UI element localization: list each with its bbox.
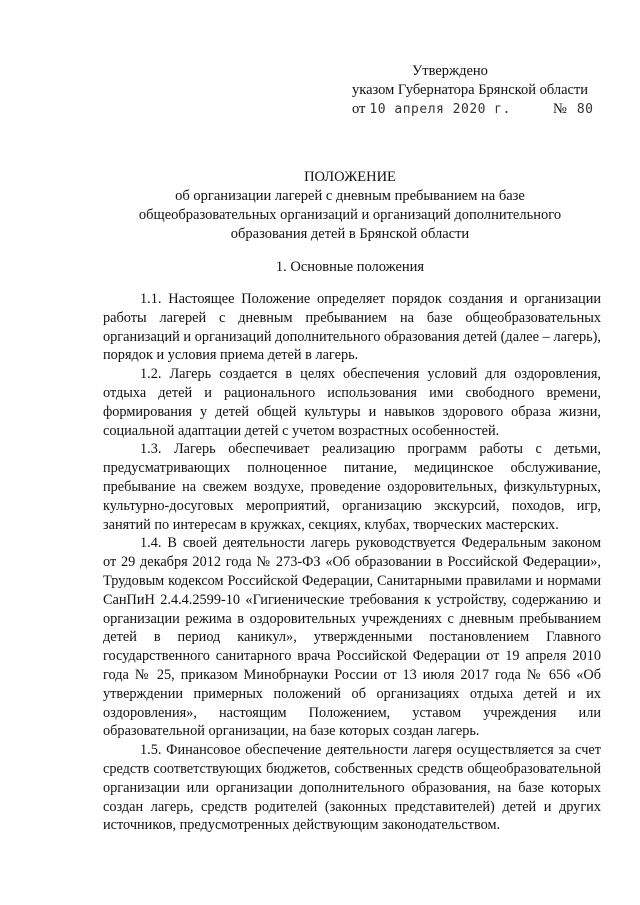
- approval-heading: Утверждено: [412, 63, 488, 79]
- paragraph-1-3: 1.3. Лагерь обеспечивает реализацию программ работы с детьми, предусматривающих полноценное питание, медицинское обслуживание, пребывание на свежем воздухе, проведение оздоровительных, физкультурных, культурно-досуговых мероприятий, организацию экскурсий, походов, игр, занятий по интересам в кружках, секциях, клубах, творческих мастерских.: [103, 441, 601, 533]
- paragraph-1-5: 1.5. Финансовое обеспечение деятельности лагеря осуществляется за счет средств соответствующих бюджетов, собственных средств общеобразовательной организации или организации дополнительного образования, на базе которых создан лагерь, средств родителей (законных представителей) детей и других источников, предусмотренных действующим законодательством.: [103, 742, 601, 834]
- paragraph-1-4: 1.4. В своей деятельности лагерь руководствуется Федеральным законом от 29 декабря 2012 года № 273-ФЗ «Об образовании в Российской Федерации», Трудовым кодексом Российской Федерации, Санитарными правилами и нормами СанПиН 2.4.4.2599-10 «Гигиенические требования к устройству, содержанию и организации режима в оздоровительных учреждениях с дневным пребыванием детей в период каникул», утвержденными постановлением Главного государственного санитарного врача Российской Федерации от 19 апреля 2010 года № 25, приказом Минобрнауки России от 13 июля 2017 года № 656 «Об утверждении примерных положений об организациях отдыха детей и их оздоровления», настоящим Положением, уставом учреждения или образовательной организации, на базе которых создан лагерь.: [103, 535, 601, 740]
- approval-date: 10 апреля 2020 г.: [369, 102, 511, 117]
- title-line-1: об организации лагерей с дневным пребыванием на базе: [175, 188, 525, 204]
- approval-issuer: указом Губернатора Брянской области: [352, 82, 589, 98]
- paragraph-1-2: 1.2. Лагерь создается в целях обеспечения условий для оздоровления, отдыха детей и рационального использования ими свободного времени, формирования у детей общей культуры и навыков здорового образа жизни, социальной адаптации детей с учетом возрастных особенностей.: [103, 366, 601, 439]
- document-title: [100, 168, 600, 244]
- section-title: 1. Основные положения: [275, 259, 425, 275]
- approval-date-line: [352, 100, 593, 119]
- title-heading: ПОЛОЖЕНИЕ: [304, 169, 396, 185]
- paragraph-1-1: 1.1. Настоящее Положение определяет порядок создания и организации работы лагерей с дневным пребыванием на базе общеобразовательных организаций и организаций дополнительного образования детей (далее – лагерь), порядок и условия приема детей в лагерь.: [103, 291, 601, 364]
- document-body: [103, 290, 601, 835]
- title-line-2: общеобразовательных организаций и организаций дополнительного: [138, 207, 562, 223]
- title-line-3: образования детей в Брянской области: [230, 226, 470, 242]
- number-label: №: [552, 101, 567, 117]
- approval-number: 80: [576, 102, 594, 117]
- approval-stamp: [352, 62, 593, 119]
- date-prefix: от: [352, 101, 366, 117]
